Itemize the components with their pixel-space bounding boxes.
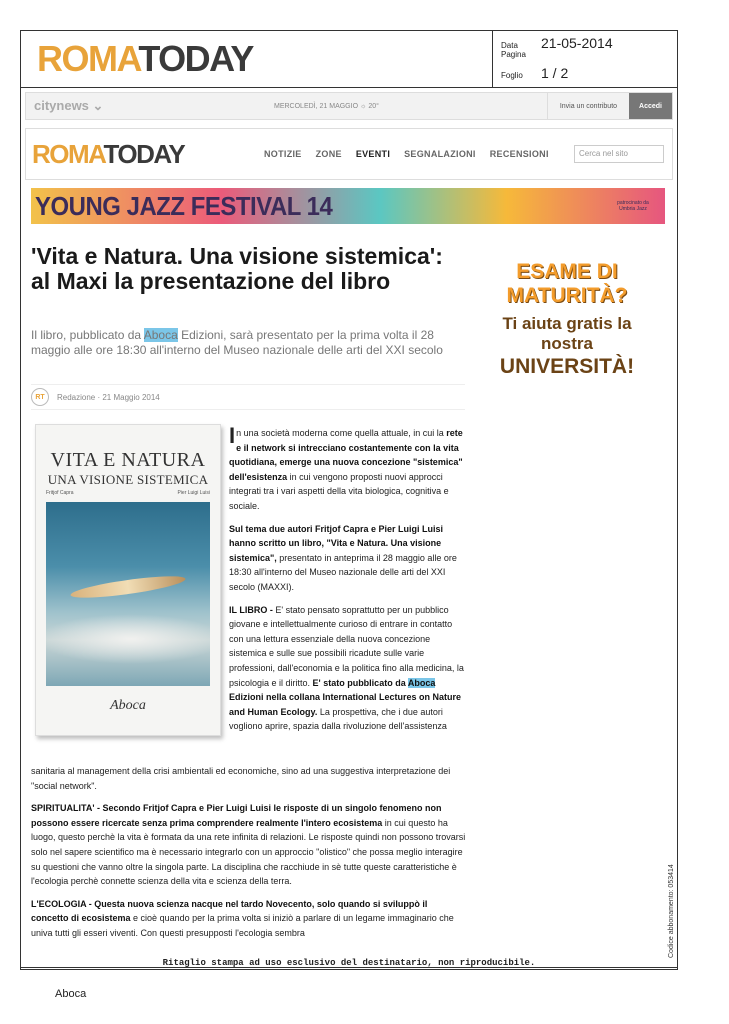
book-title: VITA E NATURA [50, 449, 206, 471]
foglio-value: 1 / 2 [541, 65, 569, 81]
clipping-notice: Ritaglio stampa ad uso esclusivo del destinatario, non riproducibile. [20, 957, 678, 970]
book-publisher-logo: Aboca [110, 698, 146, 713]
cloud-shape [46, 614, 210, 664]
banner-sponsor: patrocinato da Umbria Jazz [617, 200, 649, 212]
drop-cap: I [229, 423, 236, 448]
foglio-label: Foglio [501, 71, 523, 80]
paragraph-5: L'ECOLOGIA - Questa nuova scienza nacque nel tardo Novecento, solo quando si sviluppò il concetto di ecosistema e cioè quando per la prima volta si iniziò a parlare di un legame immaginario che univa tutti gli esseri viventi. Con questi presupposti l'ecologia sembra [31, 898, 454, 938]
nav-segnalazioni[interactable]: SEGNALAZIONI [404, 149, 476, 159]
spiral-shape [70, 572, 187, 602]
data-label: Data [501, 41, 518, 50]
data-value: 21-05-2014 [541, 35, 613, 51]
avatar: RT [31, 388, 49, 406]
highlight-aboca: Aboca [143, 328, 178, 342]
send-contribution-link[interactable]: Invia un contributo [547, 93, 629, 119]
nav-recensioni[interactable]: RECENSIONI [489, 149, 549, 159]
banner-title: YOUNG JAZZ FESTIVAL 14 [35, 190, 333, 221]
login-button[interactable]: Accedi [629, 93, 672, 119]
article-subtitle: Il libro, pubblicato da Aboca Edizioni, sarà presentato per la prima volta il 28 maggio alle ore 18:30 all'interno del Museo nazionale delle arti del XXI secolo [31, 328, 443, 357]
ad-line-3: UNIVERSITÀ! [499, 355, 635, 378]
article-body-right [229, 423, 465, 742]
clipping-meta [492, 31, 677, 87]
byline-text: Redazione · 21 Maggio 2014 [57, 392, 160, 402]
ad-line-2: Ti aiuta gratis la nostra [502, 314, 632, 353]
search-input[interactable]: Cerca nel sito [574, 145, 664, 163]
article-title: 'Vita e Natura. Una visione sistemica': al Maxi la presentazione del libro [31, 243, 443, 294]
paragraph-3: IL LIBRO - E' stato pensato soprattutto per un pubblico giovane e intellettualmente curioso di entrare in contatto con una lettura essenziale della nuova concezione sistemica e sulle sue possibili ricadute sulle varie professioni, dall'economia e la politica fino alla medicina, la psicologia e il diritto. E' stato pubblicato da Aboca Edizioni nella collana International Lectures on Nature and Human Ecology. La prospettiva, che i due autori vogliono aprire, spazia dalla rivoluzione dell'assistenza [229, 604, 464, 732]
source-label: Aboca [55, 988, 87, 1000]
romatoday-logo: ROMATODAY [37, 38, 253, 79]
clipping-header [20, 30, 678, 88]
pagina-label: Pagina [501, 50, 526, 59]
paragraph-3-cont: sanitaria al management della crisi ambientali ed economiche, sino ad una suggestiva interpretazione dei "social network". [31, 766, 451, 791]
book-cover [35, 424, 221, 736]
site-frame [20, 88, 678, 968]
clipping-logo-area [21, 31, 492, 87]
codice-abbonamento: Codice abbonamento: 053414 [668, 864, 675, 958]
festival-banner[interactable] [31, 188, 665, 224]
nav-zone[interactable]: ZONE [315, 149, 342, 159]
book-authors: Fritjof Capra Pier Luigi Luisi [46, 490, 210, 496]
book-cover-image [46, 502, 210, 686]
paragraph-2: Sul tema due autori Fritjof Capra e Pier Luigi Luisi hanno scritto un libro, "Vita e Natura. Una visione sistemica", presentato in anteprima il 28 maggio alle ore 18:30 all'interno del Museo nazionale delle arti del XXI secolo (MAXXI). [229, 523, 457, 592]
nav-notizie[interactable]: NOTIZIE [264, 149, 302, 159]
book-subtitle: UNA VISIONE SISTEMICA [47, 472, 209, 487]
article-body-full [31, 764, 467, 949]
ad-line-1: ESAME DI MATURITÀ? [506, 260, 628, 307]
citynews-brand[interactable]: citynews ⌄ [34, 98, 104, 113]
paragraph-1: In una società moderna come quella attuale, in cui la rete e il network si intrecciano costantemente con la vita quotidiana, emerge una nuova concezione "sistemica" dell'esistenza in cui vengono proposti nuovi approcci integrati tra i vari aspetti della vita biologica, cognitiva e sociale. [229, 423, 463, 511]
paragraph-4: SPIRITUALITA' - Secondo Fritjof Capra e Pier Luigi Luisi le risposte di un singolo fenomeno non possono essere ricercate senza prima comprendere realmente l'intero ecosistema in cui questo ha luogo, questo perchè la vita è formata da una rete infinita di relazioni. Le risposte quindi non possono trovarsi solo nel sapere scientifico ma è necessario integrarlo con un approccio "olistico" che possa meglio interagire su questioni che vanno oltre la singola parte. La disciplina che racchiude in sè tutte queste caratteristiche è l'ecologia perchè connette scienza della vita e scienza della terra. [31, 803, 466, 887]
university-ad[interactable] [477, 260, 657, 420]
main-nav [25, 128, 673, 180]
date-weather: MERCOLEDÌ, 21 MAGGIO ☼ 20° [274, 102, 379, 110]
nav-eventi[interactable]: EVENTI [355, 149, 391, 159]
top-bar [25, 92, 673, 120]
byline [31, 384, 465, 410]
site-logo[interactable]: ROMATODAY [32, 138, 185, 169]
highlight-aboca-body: Aboca [407, 677, 436, 688]
